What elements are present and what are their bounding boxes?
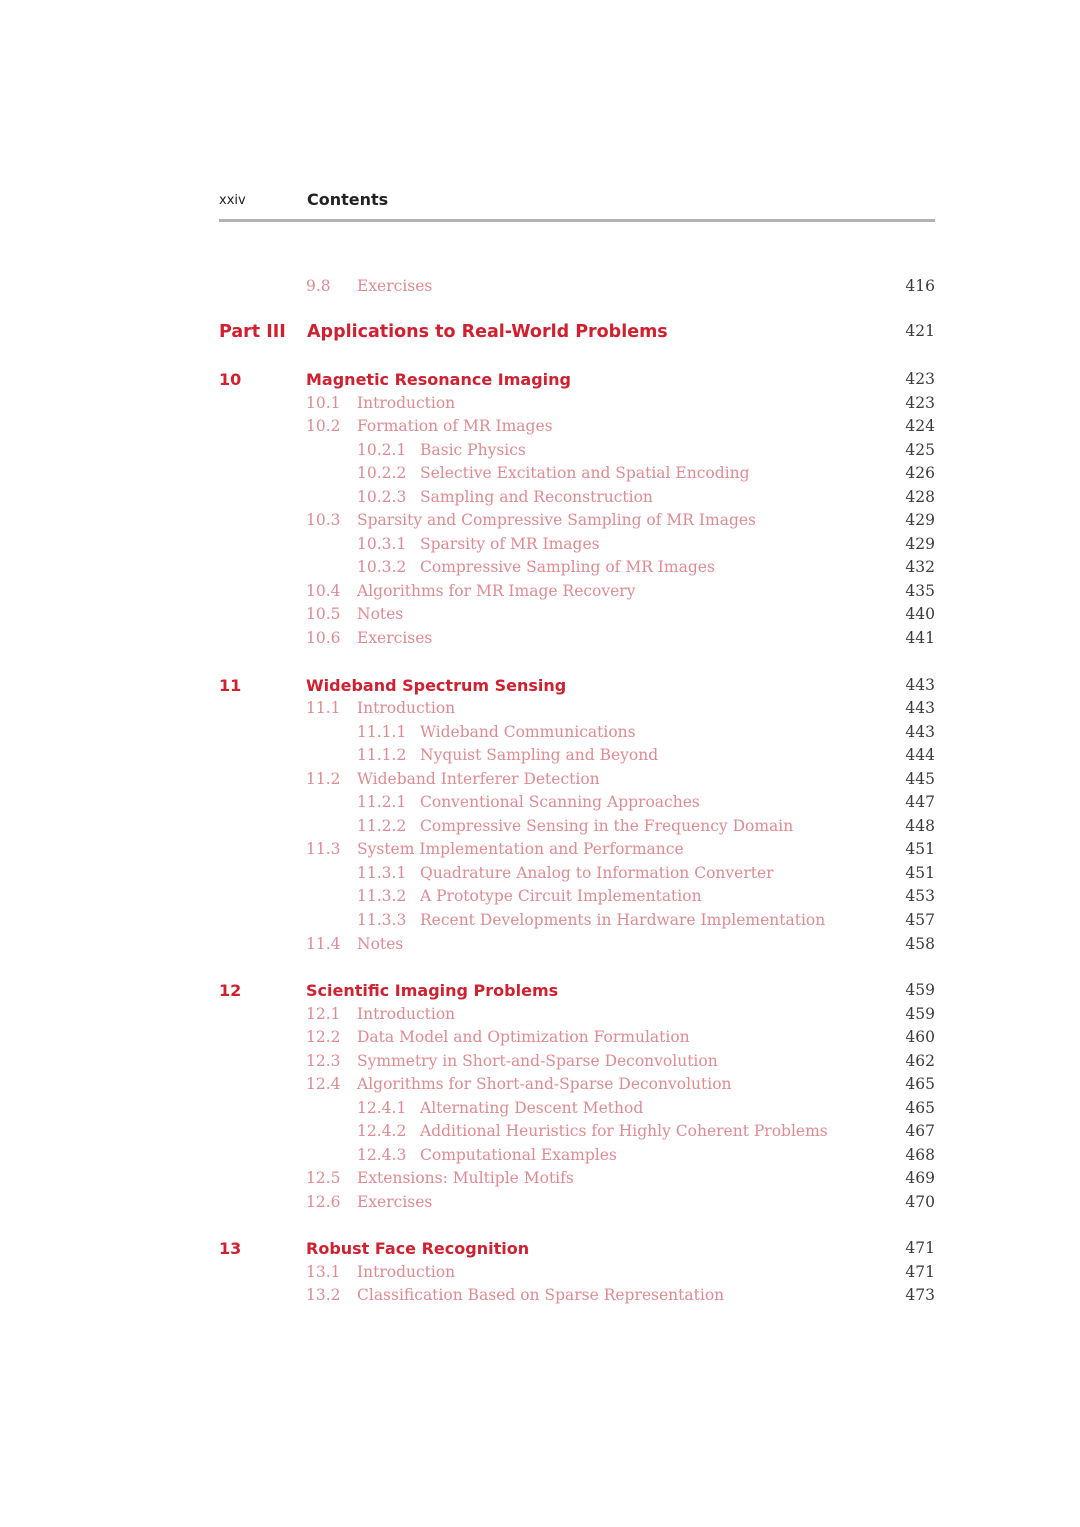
- entry-page: 469: [905, 1169, 935, 1187]
- toc-entry-subsection[interactable]: [0, 746, 1080, 768]
- entry-page: 459: [905, 1005, 935, 1023]
- toc-entry-chapter[interactable]: [0, 981, 1080, 1003]
- entry-title: Exercises: [357, 277, 433, 295]
- entry-title: Basic Physics: [420, 441, 526, 459]
- entry-page: 451: [905, 864, 935, 882]
- toc-entry-section[interactable]: [0, 1075, 1080, 1097]
- entry-title: Exercises: [357, 1193, 433, 1211]
- entry-number: 12.4.3: [357, 1146, 407, 1164]
- entry-title: Computational Examples: [420, 1146, 617, 1164]
- entry-page: 467: [905, 1122, 935, 1140]
- entry-page: 429: [905, 511, 935, 529]
- toc-entry-section[interactable]: [0, 417, 1080, 439]
- toc-entry-subsection[interactable]: [0, 911, 1080, 933]
- entry-number: 12: [219, 981, 242, 1000]
- running-header: [219, 189, 935, 222]
- entry-number: 12.4: [306, 1075, 341, 1093]
- toc-entry-section[interactable]: [0, 394, 1080, 416]
- entry-number: 11.4: [306, 935, 341, 953]
- entry-title: Introduction: [357, 1263, 456, 1281]
- entry-number: 11.2: [306, 770, 341, 788]
- entry-page: 425: [905, 441, 935, 459]
- entry-title: Scientific Imaging Problems: [306, 981, 559, 1000]
- entry-title: Compressive Sensing in the Frequency Domain: [420, 817, 794, 835]
- entry-title: Wideband Spectrum Sensing: [306, 676, 567, 695]
- entry-number: 13.2: [306, 1286, 341, 1304]
- entry-page: 465: [905, 1075, 935, 1093]
- entry-number: 10.6: [306, 629, 341, 647]
- entry-page: 443: [905, 699, 935, 717]
- entry-title: Quadrature Analog to Information Converter: [420, 864, 774, 882]
- entry-number: 13: [219, 1239, 242, 1258]
- entry-title: Introduction: [357, 394, 456, 412]
- entry-title: Extensions: Multiple Motifs: [357, 1169, 574, 1187]
- entry-page: 465: [905, 1099, 935, 1117]
- toc-entry-subsection[interactable]: [0, 558, 1080, 580]
- entry-page: 445: [905, 770, 935, 788]
- toc-entry-subsection[interactable]: [0, 535, 1080, 557]
- toc-entry-part[interactable]: [0, 322, 1080, 344]
- page-number: xxiv: [219, 193, 246, 208]
- entry-page: 423: [905, 370, 935, 388]
- entry-page: 470: [905, 1193, 935, 1211]
- entry-number: 12.5: [306, 1169, 341, 1187]
- entry-title: Magnetic Resonance Imaging: [306, 370, 571, 389]
- toc-entry-section[interactable]: [0, 582, 1080, 604]
- entry-page: 451: [905, 840, 935, 858]
- entry-title: Sparsity of MR Images: [420, 535, 600, 553]
- entry-number: 10.1: [306, 394, 341, 412]
- toc-entry-section[interactable]: [0, 1028, 1080, 1050]
- entry-number: 10.2: [306, 417, 341, 435]
- entry-page: 448: [905, 817, 935, 835]
- running-title: Contents: [307, 190, 389, 209]
- entry-number: 10.2.3: [357, 488, 407, 506]
- entry-title: Wideband Communications: [420, 723, 636, 741]
- entry-title: Introduction: [357, 1005, 456, 1023]
- entry-number: 11.3.2: [357, 887, 407, 905]
- toc-entry-section[interactable]: [0, 605, 1080, 627]
- entry-number: Part III: [219, 322, 286, 342]
- entry-number: 11.2.1: [357, 793, 407, 811]
- entry-page: 424: [905, 417, 935, 435]
- toc-entry-section[interactable]: [0, 1052, 1080, 1074]
- toc-entry-section[interactable]: [0, 770, 1080, 792]
- entry-page: 443: [905, 676, 935, 694]
- entry-title: Symmetry in Short-and-Sparse Deconvolution: [357, 1052, 718, 1070]
- toc-entry-section[interactable]: [0, 1193, 1080, 1215]
- entry-title: Formation of MR Images: [357, 417, 553, 435]
- entry-page: 426: [905, 464, 935, 482]
- toc-entry-section[interactable]: [0, 1286, 1080, 1308]
- toc-entry-section[interactable]: [0, 1169, 1080, 1191]
- entry-page: 416: [905, 277, 935, 295]
- entry-page: 462: [905, 1052, 935, 1070]
- toc-entry-chapter[interactable]: [0, 1239, 1080, 1261]
- toc-entry-section[interactable]: [0, 511, 1080, 533]
- entry-number: 12.2: [306, 1028, 341, 1046]
- entry-page: 423: [905, 394, 935, 412]
- entry-number: 11.1: [306, 699, 341, 717]
- entry-number: 10.3.1: [357, 535, 407, 553]
- toc-entry-subsection[interactable]: [0, 1099, 1080, 1121]
- entry-number: 11.3.3: [357, 911, 407, 929]
- entry-title: Algorithms for Short-and-Sparse Deconvolution: [357, 1075, 732, 1093]
- entry-title: Wideband Interferer Detection: [357, 770, 600, 788]
- entry-number: 11.2.2: [357, 817, 407, 835]
- entry-page: 471: [905, 1263, 935, 1281]
- entry-title: Introduction: [357, 699, 456, 717]
- entry-number: 12.4.2: [357, 1122, 407, 1140]
- toc-entry-subsection[interactable]: [0, 441, 1080, 463]
- entry-number: 12.4.1: [357, 1099, 407, 1117]
- toc-entry-subsection[interactable]: [0, 887, 1080, 909]
- entry-title: Data Model and Optimization Formulation: [357, 1028, 690, 1046]
- entry-page: 453: [905, 887, 935, 905]
- toc-entry-chapter[interactable]: [0, 676, 1080, 698]
- entry-page: 432: [905, 558, 935, 576]
- toc-entry-section[interactable]: [0, 629, 1080, 651]
- entry-title: Algorithms for MR Image Recovery: [357, 582, 636, 600]
- entry-number: 11.1.1: [357, 723, 407, 741]
- toc-entry-chapter[interactable]: [0, 370, 1080, 392]
- toc-entry-subsection[interactable]: [0, 1122, 1080, 1144]
- toc-entry-subsection[interactable]: [0, 864, 1080, 886]
- entry-number: 13.1: [306, 1263, 341, 1281]
- entry-title: A Prototype Circuit Implementation: [420, 887, 702, 905]
- entry-title: Additional Heuristics for Highly Coherent Problems: [420, 1122, 828, 1140]
- toc-entry-subsection[interactable]: [0, 723, 1080, 745]
- entry-number: 10.3.2: [357, 558, 407, 576]
- entry-page: 459: [905, 981, 935, 999]
- entry-page: 473: [905, 1286, 935, 1304]
- toc-entry-subsection[interactable]: [0, 1146, 1080, 1168]
- entry-title: Sparsity and Compressive Sampling of MR Images: [357, 511, 757, 529]
- entry-title: Classification Based on Sparse Representation: [357, 1286, 725, 1304]
- entry-number: 9.8: [306, 277, 331, 295]
- entry-page: 457: [905, 911, 935, 929]
- entry-number: 12.3: [306, 1052, 341, 1070]
- entry-number: 10.4: [306, 582, 341, 600]
- entry-title: Notes: [357, 935, 404, 953]
- entry-number: 11: [219, 676, 242, 695]
- toc-entry-subsection[interactable]: [0, 464, 1080, 486]
- entry-number: 12.1: [306, 1005, 341, 1023]
- entry-title: Robust Face Recognition: [306, 1239, 530, 1258]
- entry-page: 435: [905, 582, 935, 600]
- toc-entry-subsection[interactable]: [0, 793, 1080, 815]
- entry-page: 440: [905, 605, 935, 623]
- toc-entry-section[interactable]: [0, 935, 1080, 957]
- entry-number: 12.6: [306, 1193, 341, 1211]
- entry-title: Recent Developments in Hardware Implementation: [420, 911, 826, 929]
- toc-entry-section[interactable]: [0, 277, 1080, 299]
- toc-entry-section[interactable]: [0, 699, 1080, 721]
- entry-number: 10.5: [306, 605, 341, 623]
- entry-number: 11.3: [306, 840, 341, 858]
- entry-title: Exercises: [357, 629, 433, 647]
- entry-page: 441: [905, 629, 935, 647]
- entry-number: 11.3.1: [357, 864, 407, 882]
- entry-page: 443: [905, 723, 935, 741]
- entry-number: 10.2.2: [357, 464, 407, 482]
- toc-entry-section[interactable]: [0, 1263, 1080, 1285]
- entry-number: 10.2.1: [357, 441, 407, 459]
- entry-title: Conventional Scanning Approaches: [420, 793, 700, 811]
- entry-page: 468: [905, 1146, 935, 1164]
- entry-title: Compressive Sampling of MR Images: [420, 558, 715, 576]
- entry-number: 11.1.2: [357, 746, 407, 764]
- toc-entry-subsection[interactable]: [0, 488, 1080, 510]
- entry-page: 428: [905, 488, 935, 506]
- toc-entry-subsection[interactable]: [0, 817, 1080, 839]
- entry-title: Applications to Real-World Problems: [307, 322, 668, 342]
- entry-number: 10.3: [306, 511, 341, 529]
- entry-title: Nyquist Sampling and Beyond: [420, 746, 659, 764]
- entry-page: 471: [905, 1239, 935, 1257]
- entry-title: Sampling and Reconstruction: [420, 488, 653, 506]
- entry-page: 447: [905, 793, 935, 811]
- entry-page: 421: [905, 322, 935, 340]
- entry-number: 10: [219, 370, 242, 389]
- entry-title: Alternating Descent Method: [420, 1099, 644, 1117]
- entry-title: Selective Excitation and Spatial Encoding: [420, 464, 750, 482]
- entry-page: 429: [905, 535, 935, 553]
- toc-entry-section[interactable]: [0, 1005, 1080, 1027]
- entry-title: Notes: [357, 605, 404, 623]
- entry-page: 460: [905, 1028, 935, 1046]
- entry-page: 458: [905, 935, 935, 953]
- entry-page: 444: [905, 746, 935, 764]
- entry-title: System Implementation and Performance: [357, 840, 684, 858]
- toc-entry-section[interactable]: [0, 840, 1080, 862]
